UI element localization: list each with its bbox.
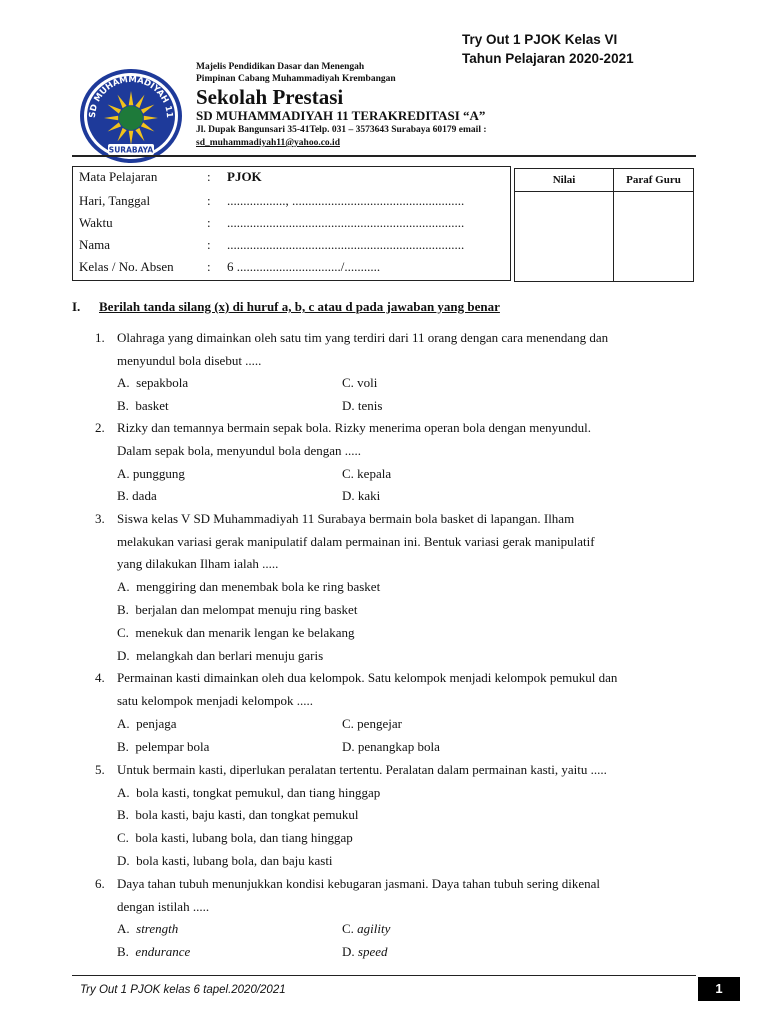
subject-value: PJOK	[227, 169, 262, 184]
question-number: 2.	[95, 420, 105, 435]
tryout-title-line2: Tahun Pelajaran 2020-2021	[462, 51, 634, 66]
question-number: 3.	[95, 511, 105, 526]
grade-header-signature: Paraf Guru	[614, 169, 694, 192]
logo-text-bottom: SURABAYA	[108, 145, 154, 155]
answer-option[interactable]: D. kaki	[342, 488, 381, 503]
footer-divider	[72, 975, 696, 976]
question-number: 5.	[95, 762, 105, 777]
question-text: Untuk bermain kasti, diperlukan peralatan tertentu. Peralatan dalam permainan kasti, yaitu .....	[117, 762, 607, 777]
answer-option[interactable]: B. pelempar bola	[117, 739, 210, 754]
answer-option[interactable]: B. basket	[117, 398, 169, 413]
answer-option[interactable]: A. menggiring dan menembak bola ke ring basket	[117, 579, 381, 594]
answer-option[interactable]: B. berjalan dan melompat menuju ring basket	[117, 602, 358, 617]
answer-option[interactable]: C. agility	[342, 921, 391, 936]
question-number: 1.	[95, 330, 105, 345]
logo-text-top: SD MUHAMMADIYAH 11	[87, 74, 175, 119]
answer-option[interactable]: B. bola kasti, baju kasti, dan tongkat pemukul	[117, 807, 359, 822]
school-address: Jl. Dupak Bangunsari 35-41Telp. 031 – 3573643 Surabaya 60179 email :	[196, 125, 487, 135]
question-text: Rizky dan temannya bermain sepak bola. Rizky menerima operan bola dengan menyundul.	[117, 420, 591, 435]
answer-option[interactable]: B. dada	[117, 488, 157, 503]
section-title: Berilah tanda silang (x) di huruf a, b, c atau d pada jawaban yang benar	[99, 299, 500, 314]
question-text: satu kelompok menjadi kelompok .....	[117, 693, 314, 708]
answer-option[interactable]: C. bola kasti, lubang bola, dan tiang hinggap	[117, 830, 353, 845]
info-row-time: Waktu : .........................................................................	[79, 215, 465, 230]
school-logo	[78, 66, 184, 166]
answer-option[interactable]: C. pengejar	[342, 716, 402, 731]
section-number: I.	[72, 299, 81, 314]
page-number: 1	[698, 977, 740, 1001]
student-info-box	[72, 166, 511, 281]
answer-option[interactable]: A. strength	[117, 921, 179, 936]
school-email: sd_muhammadiyah11@yahoo.co.id	[196, 138, 340, 148]
grade-score-cell	[515, 192, 614, 282]
question-text: menyundul bola disebut .....	[117, 353, 262, 368]
grade-signature-cell	[614, 192, 694, 282]
answer-option[interactable]: B. endurance	[117, 944, 191, 959]
answer-option[interactable]: C. kepala	[342, 466, 392, 481]
question-text: Siswa kelas V SD Muhammadiyah 11 Surabaya bermain bola basket di lapangan. Ilham	[117, 511, 575, 526]
info-row-date: Hari, Tanggal : .................., .....................................................	[79, 193, 465, 208]
org-line2: Pimpinan Cabang Muhammadiyah Krembangan	[196, 74, 396, 84]
org-line1: Majelis Pendidikan Dasar dan Menengah	[196, 62, 365, 72]
answer-option[interactable]: A. punggung	[117, 466, 185, 481]
info-row-subject: Mata Pelajaran : PJOK	[79, 169, 262, 184]
grade-header-score: Nilai	[515, 169, 614, 192]
question-number: 4.	[95, 670, 105, 685]
letterhead-divider	[72, 155, 696, 157]
answer-option[interactable]: C. voli	[342, 375, 378, 390]
answer-option[interactable]: D. melangkah dan berlari menuju garis	[117, 648, 324, 663]
grade-table	[514, 168, 694, 282]
footer-text: Try Out 1 PJOK kelas 6 tapel.2020/2021	[80, 984, 286, 996]
question-text: melakukan variasi gerak manipulatif dalam permainan ini. Bentuk variasi gerak manipulatif	[117, 534, 595, 549]
answer-option[interactable]: A. bola kasti, tongkat pemukul, dan tiang hinggap	[117, 785, 381, 800]
answer-option[interactable]: C. menekuk dan menarik lengan ke belakang	[117, 625, 355, 640]
answer-option[interactable]: A. sepakbola	[117, 375, 189, 390]
info-row-class: Kelas / No. Absen : 6 ................................/...........	[79, 259, 381, 274]
answer-option[interactable]: D. bola kasti, lubang bola, dan baju kasti	[117, 853, 333, 868]
tryout-title	[462, 30, 634, 68]
tryout-title-line1: Try Out 1 PJOK Kelas VI	[462, 32, 618, 47]
question-text: dengan istilah .....	[117, 899, 210, 914]
info-row-name: Nama : .........................................................................	[79, 237, 465, 252]
question-text: Permainan kasti dimainkan oleh dua kelompok. Satu kelompok menjadi kelompok pemukul dan	[117, 670, 618, 685]
question-number: 6.	[95, 876, 105, 891]
answer-option[interactable]: A. penjaga	[117, 716, 177, 731]
school-subtitle: SD MUHAMMADIYAH 11 TERAKREDITASI “A”	[196, 108, 486, 123]
answer-option[interactable]: D. penangkap bola	[342, 739, 440, 754]
question-text: Daya tahan tubuh menunjukkan kondisi kebugaran jasmani. Daya tahan tubuh sering dikenal	[117, 876, 601, 891]
answer-option[interactable]: D. tenis	[342, 398, 383, 413]
question-text: Dalam sepak bola, menyundul bola dengan .....	[117, 443, 362, 458]
school-name: Sekolah Prestasi	[196, 85, 344, 109]
question-text: yang dilakukan Ilham ialah .....	[117, 556, 279, 571]
answer-option[interactable]: D. speed	[342, 944, 388, 959]
question-text: Olahraga yang dimainkan oleh satu tim yang terdiri dari 11 orang dengan cara menendang dan	[117, 330, 609, 345]
